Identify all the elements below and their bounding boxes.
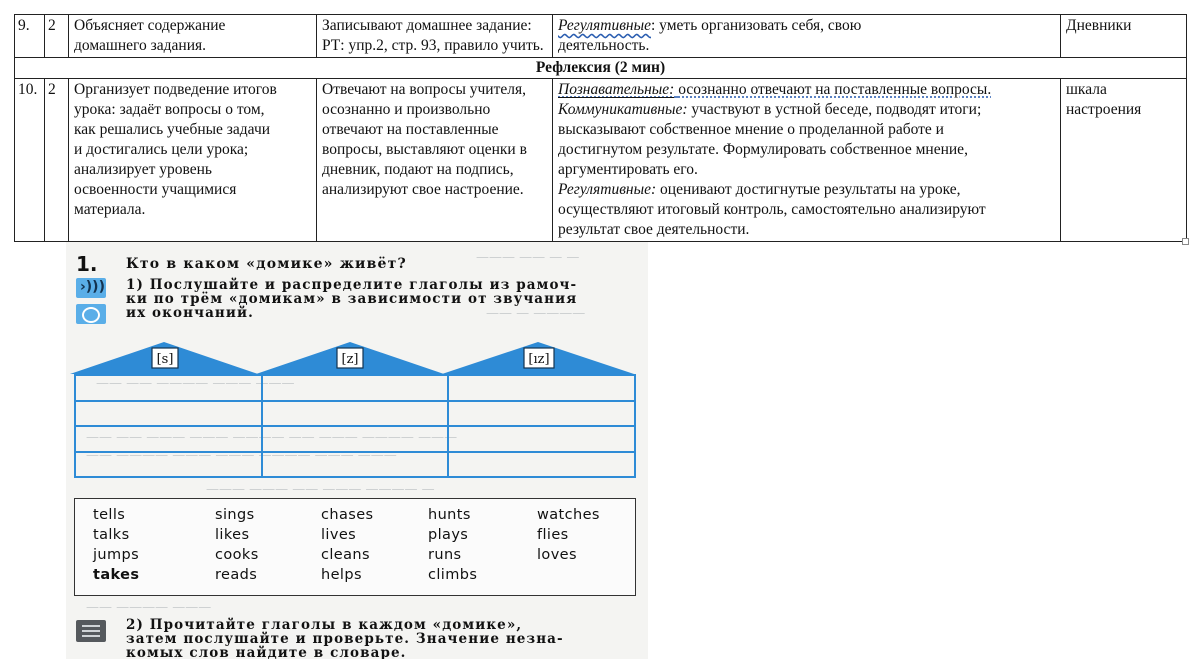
audio-icon bbox=[76, 278, 106, 298]
grid-cell[interactable] bbox=[262, 426, 449, 452]
exercise-title: Кто в каком «домике» живёт? bbox=[126, 256, 407, 272]
houses-answer-grid bbox=[74, 374, 636, 478]
reflection-heading: Рефлексия (2 мин) bbox=[15, 58, 1187, 79]
bleed-through-text: ——— ——— ———— ——— ——— ———— —— bbox=[86, 448, 397, 463]
step-minutes: 2 bbox=[45, 79, 69, 242]
grid-cell[interactable] bbox=[448, 401, 635, 427]
bleed-through-text: ——— ———— ——— —— ———— ——— ——— —— —— bbox=[86, 430, 458, 445]
grid-cell[interactable] bbox=[448, 426, 635, 452]
grid-cell[interactable] bbox=[262, 401, 449, 427]
step-number: 10. bbox=[15, 79, 45, 242]
communicative-label: Коммуникативные: bbox=[558, 101, 688, 118]
bleed-through-text: ——— ———— —— bbox=[86, 600, 212, 615]
bleed-through-text: ——— ——— ———— —— —— bbox=[96, 376, 295, 391]
table-resize-handle[interactable] bbox=[1182, 238, 1189, 245]
house-label-z: [z] bbox=[341, 352, 359, 367]
bleed-through-text: — ———— ——— —— ——— ——— bbox=[206, 482, 435, 497]
cognitive-label: Познавательные: bbox=[558, 81, 675, 98]
grid-cell[interactable] bbox=[75, 452, 262, 478]
task-1-instructions: 1) Послушайте и распределите глаголы из рамоч- ки по трём «домикам» в зависимости от звучания их окончаний. bbox=[126, 277, 578, 321]
grid-cell[interactable] bbox=[262, 375, 449, 401]
house-roofs bbox=[66, 338, 648, 378]
word-column: tells talks jumps takes bbox=[93, 507, 140, 583]
table-row-10 bbox=[15, 79, 1187, 242]
learning-outcomes: Регулятивные: уметь организовать себя, свою деятельность. bbox=[553, 15, 1061, 58]
house-label-iz: [ız] bbox=[528, 352, 550, 367]
table-row-9 bbox=[15, 15, 1187, 58]
regulative-label: Регулятивные: bbox=[558, 181, 657, 198]
section-heading-row bbox=[15, 58, 1187, 79]
word-column: hunts plays runs climbs bbox=[428, 507, 478, 583]
teacher-activity: Организует подведение итогов урока: задаёт вопросы о том, как решались учебные задачи и достигались цели урока; анализирует уровень освоенности учащимися материала. bbox=[69, 79, 317, 242]
regulative-label: Регулятивные bbox=[558, 17, 651, 34]
grid-cell[interactable] bbox=[75, 375, 262, 401]
bleed-through-text: — — —— ——— bbox=[476, 250, 580, 265]
grid-cell[interactable] bbox=[262, 452, 449, 478]
grid-cell[interactable] bbox=[448, 452, 635, 478]
learning-outcomes: Познавательные: осознанно отвечают на поставленные вопросы. Коммуникативные: участвуют в устной беседе, подводят итоги; высказывают собственное мнение о проделанной работе и достигнутом результате. Формулировать собственное мнение, аргументировать его. Регулятивные: оценивают достигнутые результаты на уроке, осуществляют итоговый контроль, самостоятельно анализируют результат свое деятельности. bbox=[553, 79, 1061, 242]
grid-cell[interactable] bbox=[75, 401, 262, 427]
grid-cell[interactable] bbox=[75, 426, 262, 452]
exercise-number: 1. bbox=[76, 252, 98, 276]
lesson-plan-table bbox=[14, 14, 1187, 242]
textbook-page bbox=[66, 242, 648, 659]
step-minutes: 2 bbox=[45, 15, 69, 58]
bleed-through-text: ———— — —— bbox=[486, 306, 586, 321]
task-2-instructions: 2) Прочитайте глаголы в каждом «домике», затем послушайте и проверьте. Значение незна- комых слов найдите в словаре. bbox=[126, 617, 564, 659]
word-column: chases lives cleans helps bbox=[321, 507, 374, 583]
word-column: sings likes cooks reads bbox=[215, 507, 259, 583]
resources: Дневники bbox=[1061, 15, 1187, 58]
house-label-s: [s] bbox=[156, 352, 174, 367]
read-icon bbox=[76, 620, 106, 642]
resources: шкала настроения bbox=[1061, 79, 1187, 242]
step-number: 9. bbox=[15, 15, 45, 58]
teacher-activity: Объясняет содержание домашнего задания. bbox=[69, 15, 317, 58]
verb-word-box bbox=[74, 498, 636, 596]
student-activity: Записывают домашнее задание: РТ: упр.2, стр. 93, правило учить. bbox=[317, 15, 553, 58]
student-activity: Отвечают на вопросы учителя, осознанно и произвольно отвечают на поставленные вопросы, выставляют оценки в дневник, подают на подпись, анализируют свое настроение. bbox=[317, 79, 553, 242]
grid-cell[interactable] bbox=[448, 375, 635, 401]
write-icon bbox=[76, 304, 106, 324]
word-column: watches flies loves bbox=[537, 507, 600, 563]
